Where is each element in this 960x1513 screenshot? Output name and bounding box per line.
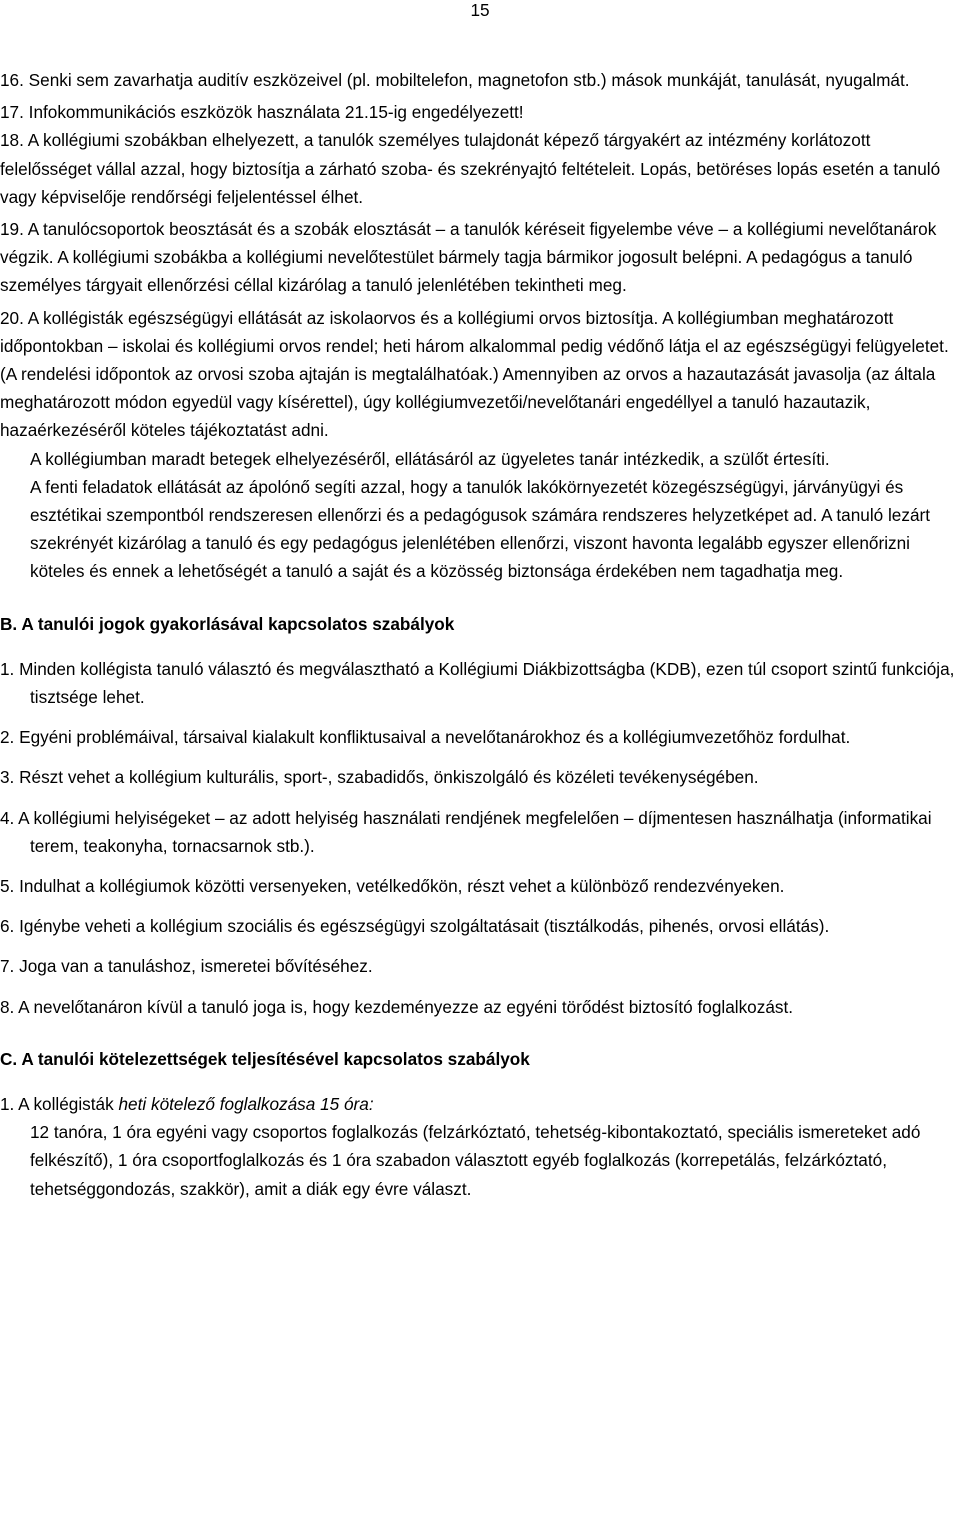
- rights-item-2: 2. Egyéni problémáival, társaival kialakult konfliktusaival a nevelőtanárokhoz és a kollégiumvezetőhöz fordulhat.: [0, 727, 851, 748]
- rule-20: 20. A kollégisták egészségügyi ellátását az iskolaorvos és a kollégiumi orvos biztosítja. A kollégiumban meghatározott időpontokban – iskolai és kollégiumi orvos rendel; heti három alkalommal pedig védőnő látja el az egészségügyi felügyeletet. (A rendelési időpontok az orvosi szoba ajtaján is megtalálhatóak.) Amennyiben az orvos a hazautazását javasolja (az általa meghatározott módon egyedül vagy kísérettel), úgy kollégiumvezetői/nevelőtanári engedéllyel a tanuló hazautazik, hazaérkezéséről köteles tájékoztatást adni.: [0, 307, 949, 441]
- rights-item-7: 7. Joga van a tanuláshoz, ismeretei bővítéséhez.: [0, 956, 373, 977]
- duties-item-1: [0, 1090, 960, 1118]
- rule-17: 17. Infokommunikációs eszközök használata 21.15-ig engedélyezett!: [0, 102, 524, 123]
- rights-item-6: 6. Igénybe veheti a kollégium szociális és egészségügyi szolgáltatásait (tisztálkodás, pihenés, orvosi ellátás).: [0, 916, 830, 937]
- rule-18: 18. A kollégiumi szobákban elhelyezett, a tanulók személyes tulajdonát képező tárgyakért az intézmény korlátozott felelősséget vállal azzal, hogy biztosítja a zárható szoba- és szekrényajtó feltételeit. Lopás, betöréses lopás esetén a tanuló vagy képviselője rendőrségi feljelentéssel élhet.: [0, 130, 941, 207]
- rule-20-nurse: A fenti feladatok ellátását az ápolónő segíti azzal, hogy a tanulók lakókörnyezetét közegészségügyi, járványügyi és esztétikai szempontból rendszeresen ellenőrzi és a pedagógusok számára rendszeres helyzetképet ad. A tanuló lezárt szekrényét kizárólag a tanuló és egy pedagógus jelenlétében ellenőrzi, viszont havonta legalább egyszer ellenőrizni köteles és ennek a lehetőségét a tanuló a saját és a közösség biztonsága érdekében nem tagadhatja meg.: [30, 476, 931, 582]
- rights-item-1: 1. Minden kollégista tanuló választó és megválasztható a Kollégiumi Diákbizottságba (KDB), ezen túl csoport szintű funkciója, tisztsége lehet.: [0, 658, 955, 708]
- page-number: 15: [470, 0, 490, 20]
- section-c-heading: C. A tanulói kötelezettségek teljesítésével kapcsolatos szabályok: [0, 1048, 530, 1069]
- duties-item-1-italic: heti kötelező foglalkozása 15 óra:: [118, 1094, 374, 1115]
- rule-19: 19. A tanulócsoportok beosztását és a szobák elosztását – a tanulók kéréseit figyelembe véve – a kollégiumi nevelőtanárok végzik. A kollégiumi szobákba a kollégiumi nevelőtestület bármely tagja bármikor jogosult belépni. A pedagógus a tanuló személyes tárgyait ellenőrzési céllal kizárólag a tanuló jelenlétében tekintheti meg.: [0, 219, 937, 296]
- section-b-heading: B. A tanulói jogok gyakorlásával kapcsolatos szabályok: [0, 613, 455, 634]
- rule-16: 16. Senki sem zavarhatja auditív eszközeivel (pl. mobiltelefon, magnetofon stb.) mások munkáját, tanulását, nyugalmát.: [0, 70, 910, 90]
- duties-item-1-prefix: 1. A kollégisták: [0, 1094, 119, 1115]
- duties-item-1-body: 12 tanóra, 1 óra egyéni vagy csoportos foglalkozás (felzárkóztató, tehetség-kibontakoztató, speciális ismereteket adó felkészítő), 1 óra csoportfoglalkozás és 1 óra szabadon választott egyéb foglalkozás (korrepetálás, felzárkóztató, tehetséggondozás, szakkör), amit a diák egy évre választ.: [30, 1122, 921, 1199]
- rights-item-8: 8. A nevelőtanáron kívül a tanuló joga is, hogy kezdeményezze az egyéni törődést biztosító foglalkozást.: [0, 996, 794, 1017]
- rights-item-4: 4. A kollégiumi helyiségeket – az adott helyiség használati rendjének megfelelően – díjmentesen használhatja (informatikai terem, teakonyha, tornacsarnok stb.).: [0, 807, 932, 856]
- rule-20-sick-students: A kollégiumban maradt betegek elhelyezéséről, ellátásáról az ügyeletes tanár intézkedik, a szülőt értesíti.: [30, 448, 830, 469]
- rights-item-5: 5. Indulhat a kollégiumok közötti versenyeken, vetélkedőkön, részt vehet a különböző rendezvényeken.: [0, 876, 785, 897]
- document-body: [0, 66, 960, 1203]
- rights-item-3: 3. Részt vehet a kollégium kulturális, sport-, szabadidős, önkiszolgáló és közéleti tevékenységében.: [0, 767, 759, 788]
